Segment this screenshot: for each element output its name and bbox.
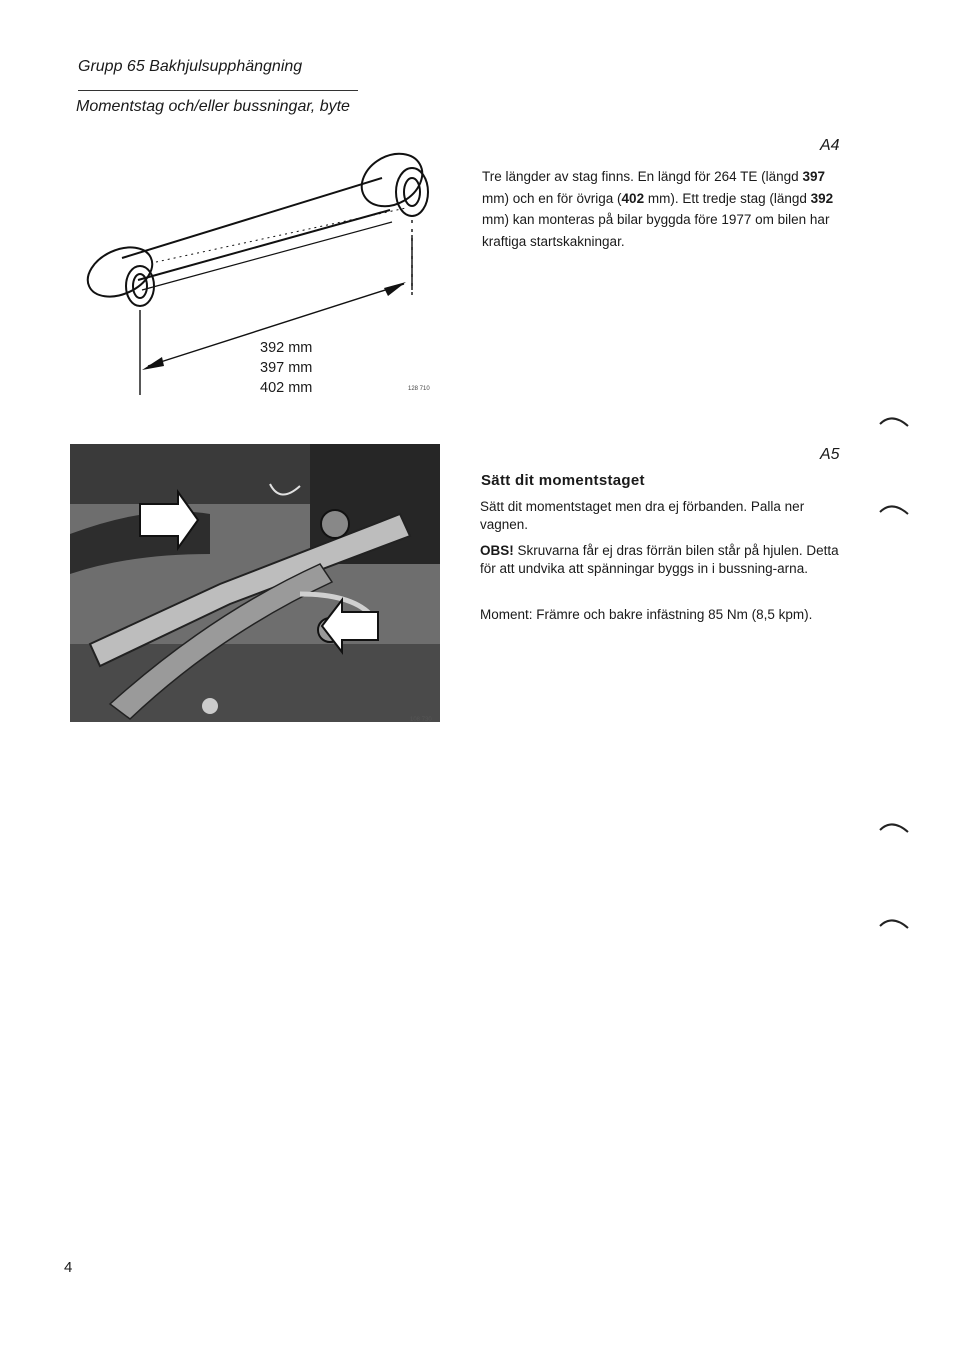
dimension-label: 402 mm (260, 380, 313, 396)
a4-paragraph: Tre längder av stag finns. En längd för 264 TE (längd 397 mm) och en för övriga (402 mm). Ett tredje stag (längd 392 mm) kan monteras på bilar byggda före 1977 om bilen har kraftiga startskakningar. (482, 169, 834, 249)
a5-obs-paragraph: OBS! Skruvarna får ej dras förrän bilen står på hjulen. Detta för att undvika att spänningar byggs in i bussning-arna. (480, 543, 839, 576)
a5-heading: Sätt dit momentstaget (481, 472, 645, 489)
installation-photo (70, 444, 440, 722)
step-label-a5: A5 (820, 446, 840, 463)
torque-rod-drawing (80, 143, 432, 395)
step-label-a4: A4 (820, 137, 840, 154)
binder-hole-mark (878, 412, 912, 432)
section-title: Momentstag och/eller bussningar, byte (76, 98, 350, 115)
a5-paragraph: Sätt dit momentstaget men dra ej förbanden. Palla ner vagnen. (480, 499, 805, 532)
dimension-label: 397 mm (260, 360, 313, 376)
page-number: 4 (64, 1259, 73, 1276)
binder-hole-mark (878, 500, 912, 520)
dimension-label: 392 mm (260, 340, 313, 356)
group-header: Grupp 65 Bakhjulsupphängning (78, 58, 303, 75)
binder-hole-mark (878, 818, 912, 838)
figure-ref: 128 710 (408, 386, 430, 392)
a5-moment: Moment: Främre och bakre infästning 85 Nm (8,5 kpm). (480, 607, 813, 622)
binder-hole-mark (878, 914, 912, 934)
header-rule (78, 90, 358, 91)
figure-ref: 108 730 (410, 717, 432, 723)
